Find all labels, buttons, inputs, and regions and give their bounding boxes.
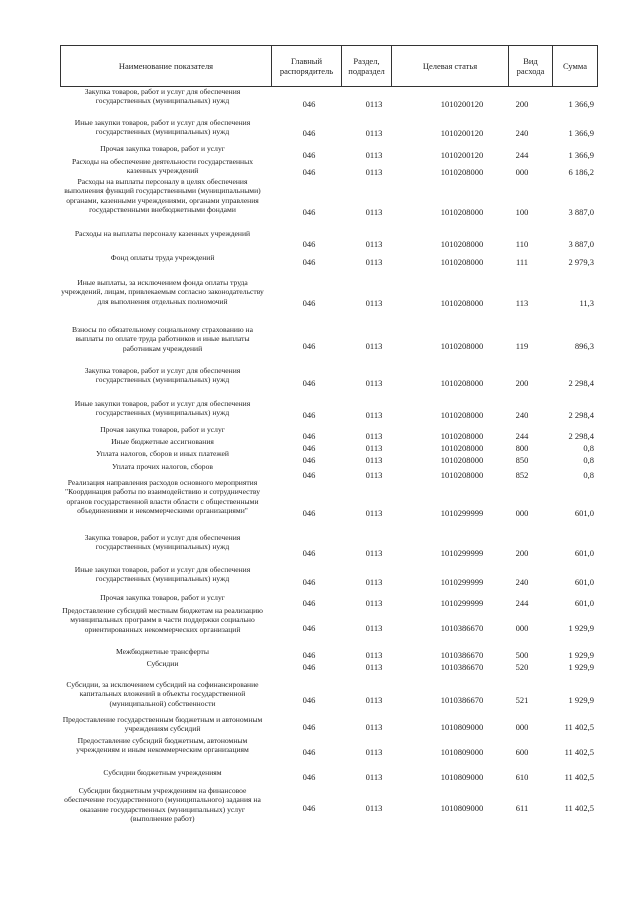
row-admin: 046	[302, 378, 316, 388]
row-admin: 046	[302, 772, 316, 782]
row-target: 1010386670	[440, 662, 484, 672]
row-kind: 200	[515, 548, 529, 558]
row-name: Субсидии	[146, 659, 179, 668]
row-section: 0113	[365, 548, 383, 558]
row-name: Иные бюджетные ассигнования	[111, 437, 214, 446]
row-section: 0113	[365, 99, 383, 109]
row-section: 0113	[365, 341, 383, 351]
row-section: 0113	[365, 650, 383, 660]
row-admin: 046	[302, 443, 316, 453]
row-name: Прочая закупка товаров, работ и услуг	[100, 144, 225, 153]
row-section: 0113	[365, 470, 383, 480]
row-target: 1010809000	[440, 722, 484, 732]
row-section: 0113	[365, 508, 383, 518]
row-name: Прочая закупка товаров, работ и услуг	[100, 425, 225, 434]
row-kind: 521	[515, 695, 529, 705]
row-kind: 111	[515, 257, 529, 267]
row-kind: 244	[515, 431, 529, 441]
row-name: Иные выплаты, за исключением фонда оплаты труда учреждений, лицам, привлекаемым согласно законодательству для выполнения отдельных полномочий	[61, 278, 264, 306]
row-target: 1010299999	[440, 577, 484, 587]
row-sum: 1 366,9	[568, 99, 594, 109]
row-name: Субсидии, за исключением субсидий на софинансирование капитальных вложений в объекты государственной (муниципальной) собственности	[66, 680, 259, 708]
row-target: 1010208000	[440, 470, 484, 480]
row-admin: 046	[302, 431, 316, 441]
row-admin: 046	[302, 508, 316, 518]
row-section: 0113	[365, 455, 383, 465]
row-name: Иные закупки товаров, работ и услуг для обеспечения государственных (муниципальных) нужд	[74, 565, 251, 584]
row-sum: 1 366,9	[568, 128, 594, 138]
row-sum: 1 929,9	[568, 662, 594, 672]
row-sum: 896,3	[574, 341, 594, 351]
row-admin: 046	[302, 803, 316, 813]
row-sum: 3 887,0	[568, 239, 594, 249]
row-target: 1010208000	[440, 207, 484, 217]
row-sum: 601,0	[574, 577, 594, 587]
row-kind: 240	[515, 577, 529, 587]
row-target: 1010208000	[440, 431, 484, 441]
row-admin: 046	[302, 150, 316, 160]
row-admin: 046	[302, 455, 316, 465]
row-kind: 119	[515, 341, 529, 351]
row-name: Уплата налогов, сборов и иных платежей	[96, 449, 229, 458]
row-kind: 240	[515, 410, 529, 420]
row-target: 1010299999	[440, 598, 484, 608]
row-admin: 046	[302, 470, 316, 480]
row-kind: 000	[515, 623, 529, 633]
row-name: Реализация направления расходов основного мероприятия "Координация работы по взаимодействию и сотрудничеству органов государственной власти области с общественными объединениями и некоммерческими организациями"	[64, 478, 260, 516]
row-target: 1010809000	[440, 747, 484, 757]
row-sum: 1 929,9	[568, 623, 594, 633]
row-kind: 200	[515, 378, 529, 388]
row-section: 0113	[365, 443, 383, 453]
row-section: 0113	[365, 431, 383, 441]
row-target: 1010208000	[440, 378, 484, 388]
row-kind: 611	[515, 803, 529, 813]
row-kind: 850	[515, 455, 529, 465]
row-admin: 046	[302, 207, 316, 217]
row-sum: 2 979,3	[568, 257, 594, 267]
row-target: 1010809000	[440, 772, 484, 782]
row-admin: 046	[302, 341, 316, 351]
row-sum: 1 366,9	[568, 150, 594, 160]
row-section: 0113	[365, 722, 383, 732]
row-target: 1010200120	[440, 128, 484, 138]
row-name: Прочая закупка товаров, работ и услуг	[100, 593, 225, 602]
row-kind: 000	[515, 722, 529, 732]
row-admin: 046	[302, 257, 316, 267]
row-kind: 000	[515, 167, 529, 177]
row-admin: 046	[302, 598, 316, 608]
row-kind: 610	[515, 772, 529, 782]
header-kind: Вид расхода	[509, 46, 553, 86]
row-target: 1010386670	[440, 623, 484, 633]
row-admin: 046	[302, 298, 316, 308]
row-sum: 1 929,9	[568, 650, 594, 660]
row-name: Иные закупки товаров, работ и услуг для обеспечения государственных (муниципальных) нужд	[74, 118, 251, 137]
row-target: 1010208000	[440, 298, 484, 308]
row-target: 1010208000	[440, 410, 484, 420]
row-sum: 1 929,9	[568, 695, 594, 705]
header-admin: Главный распорядитель	[272, 46, 342, 86]
row-sum: 11 402,5	[564, 747, 594, 757]
row-kind: 244	[515, 150, 529, 160]
row-target: 1010299999	[440, 548, 484, 558]
row-admin: 046	[302, 99, 316, 109]
row-admin: 046	[302, 410, 316, 420]
row-target: 1010208000	[440, 455, 484, 465]
row-name: Расходы на обеспечение деятельности государственных казенных учреждений	[72, 157, 253, 176]
row-name: Закупка товаров, работ и услуг для обеспечения государственных (муниципальных) нужд	[84, 366, 241, 385]
row-name: Взносы по обязательному социальному страхованию на выплаты по оплате труда работников и иные выплаты работникам учреждений	[72, 325, 253, 353]
row-kind: 110	[515, 239, 529, 249]
row-name: Субсидии бюджетным учреждениям	[103, 768, 222, 777]
row-target: 1010208000	[440, 167, 484, 177]
row-section: 0113	[365, 410, 383, 420]
row-kind: 240	[515, 128, 529, 138]
row-sum: 2 298,4	[568, 378, 594, 388]
row-target: 1010386670	[440, 650, 484, 660]
row-name: Закупка товаров, работ и услуг для обеспечения государственных (муниципальных) нужд	[84, 87, 241, 106]
row-admin: 046	[302, 662, 316, 672]
row-name: Фонд оплаты труда учреждений	[110, 253, 215, 262]
row-sum: 0,8	[583, 470, 594, 480]
row-kind: 244	[515, 598, 529, 608]
row-section: 0113	[365, 298, 383, 308]
row-name: Межбюджетные трансферты	[116, 647, 209, 656]
row-name: Предоставление субсидий местным бюджетам на реализацию муниципальных программ в части поддержки социально ориентированных некоммерческих организаций	[62, 606, 263, 634]
row-kind: 000	[515, 508, 529, 518]
row-target: 1010208000	[440, 341, 484, 351]
row-sum: 601,0	[574, 508, 594, 518]
row-name: Расходы на выплаты персоналу в целях обеспечения выполнения функций государственными (муниципальными) органами, казенными учреждениями, органами управления государственными внебюджетными фондами	[64, 177, 261, 215]
row-admin: 046	[302, 239, 316, 249]
row-kind: 600	[515, 747, 529, 757]
row-kind: 800	[515, 443, 529, 453]
row-admin: 046	[302, 722, 316, 732]
row-kind: 500	[515, 650, 529, 660]
row-target: 1010809000	[440, 803, 484, 813]
row-kind: 113	[515, 298, 529, 308]
row-sum: 11,3	[579, 298, 594, 308]
header-name: Наименование показателя	[61, 46, 272, 86]
row-name: Предоставление субсидий бюджетным, автономным учреждениям и иным некоммерческим организациям	[76, 736, 249, 755]
row-kind: 520	[515, 662, 529, 672]
row-kind: 100	[515, 207, 529, 217]
row-admin: 046	[302, 650, 316, 660]
row-name: Уплата прочих налогов, сборов	[112, 462, 213, 471]
row-section: 0113	[365, 257, 383, 267]
row-section: 0113	[365, 598, 383, 608]
row-name: Предоставление государственным бюджетным и автономным учреждениям субсидий	[62, 715, 263, 734]
row-sum: 3 887,0	[568, 207, 594, 217]
row-target: 1010200120	[440, 150, 484, 160]
row-admin: 046	[302, 577, 316, 587]
row-sum: 6 186,2	[568, 167, 594, 177]
row-target: 1010208000	[440, 443, 484, 453]
row-sum: 0,8	[583, 455, 594, 465]
row-target: 1010200120	[440, 99, 484, 109]
header-target: Целевая статья	[392, 46, 509, 86]
row-name: Закупка товаров, работ и услуг для обеспечения государственных (муниципальных) нужд	[84, 533, 241, 552]
row-name: Расходы на выплаты персоналу казенных учреждений	[74, 229, 251, 238]
row-sum: 11 402,5	[564, 772, 594, 782]
row-target: 1010208000	[440, 257, 484, 267]
row-target: 1010299999	[440, 508, 484, 518]
row-section: 0113	[365, 577, 383, 587]
row-admin: 046	[302, 623, 316, 633]
row-section: 0113	[365, 239, 383, 249]
row-name: Иные закупки товаров, работ и услуг для обеспечения государственных (муниципальных) нужд	[74, 399, 251, 418]
row-section: 0113	[365, 167, 383, 177]
row-admin: 046	[302, 128, 316, 138]
header-section: Раздел, подраздел	[342, 46, 392, 86]
row-sum: 601,0	[574, 548, 594, 558]
row-section: 0113	[365, 747, 383, 757]
row-sum: 11 402,5	[564, 722, 594, 732]
row-section: 0113	[365, 803, 383, 813]
row-sum: 601,0	[574, 598, 594, 608]
row-section: 0113	[365, 662, 383, 672]
row-kind: 852	[515, 470, 529, 480]
row-section: 0113	[365, 695, 383, 705]
row-section: 0113	[365, 128, 383, 138]
row-admin: 046	[302, 695, 316, 705]
row-sum: 2 298,4	[568, 410, 594, 420]
row-admin: 046	[302, 747, 316, 757]
row-admin: 046	[302, 548, 316, 558]
row-target: 1010208000	[440, 239, 484, 249]
header-sum: Сумма	[562, 61, 588, 71]
row-sum: 2 298,4	[568, 431, 594, 441]
row-name: Субсидии бюджетным учреждениям на финансовое обеспечение государственного (муниципального) задания на оказание государственных (муниципальных) услуг (выполнение работ)	[64, 786, 261, 824]
row-sum: 11 402,5	[564, 803, 594, 813]
row-section: 0113	[365, 207, 383, 217]
row-target: 1010386670	[440, 695, 484, 705]
row-kind: 200	[515, 99, 529, 109]
row-section: 0113	[365, 772, 383, 782]
row-section: 0113	[365, 150, 383, 160]
row-section: 0113	[365, 378, 383, 388]
row-section: 0113	[365, 623, 383, 633]
row-sum: 0,8	[583, 443, 594, 453]
row-admin: 046	[302, 167, 316, 177]
